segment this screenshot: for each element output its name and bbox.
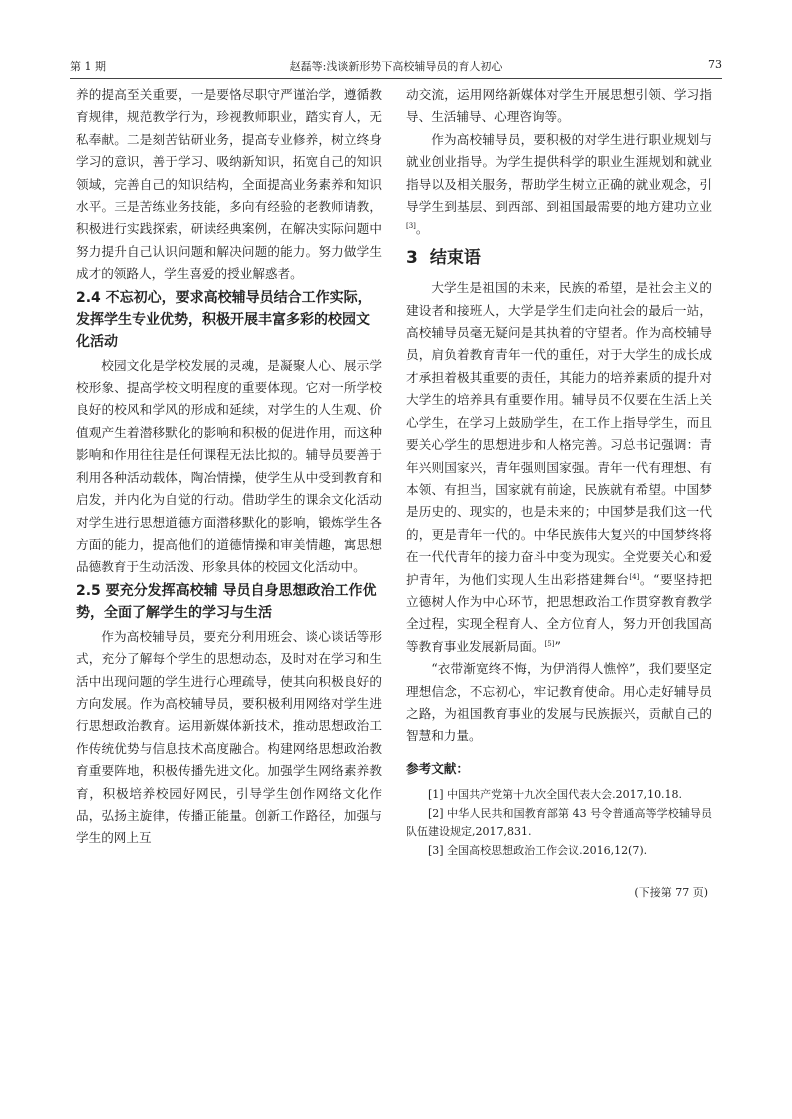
- running-title: 赵磊等:浅谈新形势下高校辅导员的育人初心: [289, 60, 503, 73]
- section-heading-2-4: 2.4 不忘初心，要求高校辅导员结合工作实际，发挥学生专业优势，积极开展丰富多彩的校园文化活动: [76, 289, 372, 350]
- section-title: 结束语: [429, 247, 481, 268]
- left-column: [76, 84, 382, 850]
- section-number: 3: [406, 247, 418, 268]
- page-number: 73: [708, 58, 722, 71]
- paragraph-text: 。: [415, 221, 429, 237]
- reference-item: [3] 全国高校思想政治工作会议.2016,12(7).: [428, 843, 648, 857]
- right-column: [406, 84, 712, 905]
- reference-item: [1] 中国共产党第十九次全国代表大会.2017,10.18.: [428, 788, 683, 802]
- paragraph: 作为高校辅导员，要充分利用班会、谈心谈话等形式，充分了解每个学生的思想动态，及时对在学习和生活中出现问题的学生进行心理疏导，使其向积极良好的方向发展。作为高校辅导员，要积极利用网络对学生进行思想政治教育。运用新媒体新技术，推动思想政治工作传统优势与信息技术高度融合。构建网络思想政治教育重要阵地，积极传播先进文化。加强学生网络素养教育，积极培养校园好网民，引导学生创作网络文化作品，弘扬主旋律，传播正能量。创新工作路径，加强与学生的网上互: [76, 628, 382, 846]
- paragraph: 动交流，运用网络新媒体对学生开展思想引领、学习指导、生活辅导、心理咨询等。: [406, 87, 712, 125]
- references-title: 参考文献：: [406, 760, 469, 776]
- paragraph-text: ”: [554, 638, 561, 654]
- paragraph: [406, 129, 712, 241]
- running-header: [70, 56, 722, 79]
- citation: [4]: [629, 572, 640, 581]
- citation: [5]: [544, 639, 555, 648]
- citation: [3]: [406, 222, 416, 231]
- section-heading-3: [406, 247, 712, 269]
- paragraph-text: 大学生是祖国的未来，民族的希望，是社会主义的建设者和接班人，大学是学生们走向社会的最后一站，高校辅导员毫无疑问是其执着的守望者。作为高校辅导员，肩负着教育青年一代的重任，对于大学生的成长成才承担着极其重要的责任，其能力的培养素质的提升对大学生的培养具有重要作用。辅导员不仅要在生活上关心学生，在学习上鼓励学生，在工作上指导学生，而且要关心学生的思想进步和人格完善。习总书记强调：青年兴则国家兴，青年强则国家强。青年一代有理想、有本领、有担当，国家就有前途，民族就有希望。中国梦是历史的、现实的，也是未来的；中国梦是我们这一代的，更是青年一代的。中华民族伟大复兴的中国梦终将在一代代青年的接力奋斗中变为现实。全党要关心和爱护青年，为他们实现人生出彩搭建舞台: [406, 280, 712, 587]
- paragraph: 校园文化是学校发展的灵魂，是凝聚人心、展示学校形象、提高学校文明程度的重要体现。它对一所学校良好的校风和学风的形成和延续，对学生的人生观、价值观产生着潜移默化的影响和积极的促进作用，而这种影响和作用往往是任何课程无法比拟的。辅导员要善于利用各种活动载体，陶冶情操，使学生从中受到教育和启发，并内化为自觉的行动。借助学生的课余文化活动对学生进行思想道德方面潜移默化的影响，锻炼学生各方面的能力，提高他们的道德情操和审美情趣，寓思想品德教育于生动活泼、形象具体的校园文化活动中。: [76, 357, 382, 575]
- paragraph-text: 。“要坚持把立德树人作为中心环节，把思想政治工作贯穿教育教学全过程，实现全程育人、全方位育人，努力开创我国高等教育事业发展新局面。: [406, 571, 712, 654]
- paragraph-text: 作为高校辅导员，要积极的对学生进行职业规划与就业创业指导。为学生提供科学的职业生涯规划和就业指导以及相关服务，帮助学生树立正确的就业观念，引导学生到基层、到西部、到祖国最需要的地方建功立业: [406, 131, 712, 215]
- section-heading-2-5: 2.5 要充分发挥高校辅 导员自身思想政治工作优势，全面了解学生的学习与生活: [76, 582, 377, 621]
- paragraph: [406, 277, 712, 658]
- paragraph: “衣带渐宽终不悔，为伊消得人憔悴”，我们要坚定理想信念，不忘初心，牢记教育使命。用心走好辅导员之路，为祖国教育事业的发展与民族振兴，贡献自己的智慧和力量。: [406, 661, 712, 744]
- continued-note: (下接第 77 页): [634, 886, 708, 900]
- paragraph: 养的提高至关重要，一是要恪尽职守严谨治学，遵循教育规律，规范教学行为，珍视教师职业，踏实育人，无私奉献。二是刻苦钻研业务，提高专业修养，树立终身学习的意识，善于学习、吸纳新知识，拓宽自己的知识领域，完善自己的知识结构，全面提高业务素养和知识水平。三是苦练业务技能，多向有经验的老教师请教，积极进行实践探索，研读经典案例，在解决实际问题中努力提升自己认识问题和解决问题的能力。努力做学生成才的领路人，学生喜爱的授业解惑者。: [76, 87, 382, 282]
- reference-item: [2] 中华人民共和国教育部第 43 号令普通高等学校辅导员队伍建设规定,2017,831.: [406, 806, 712, 839]
- references-list: [406, 786, 712, 860]
- issue-label: 第 1 期: [70, 60, 106, 73]
